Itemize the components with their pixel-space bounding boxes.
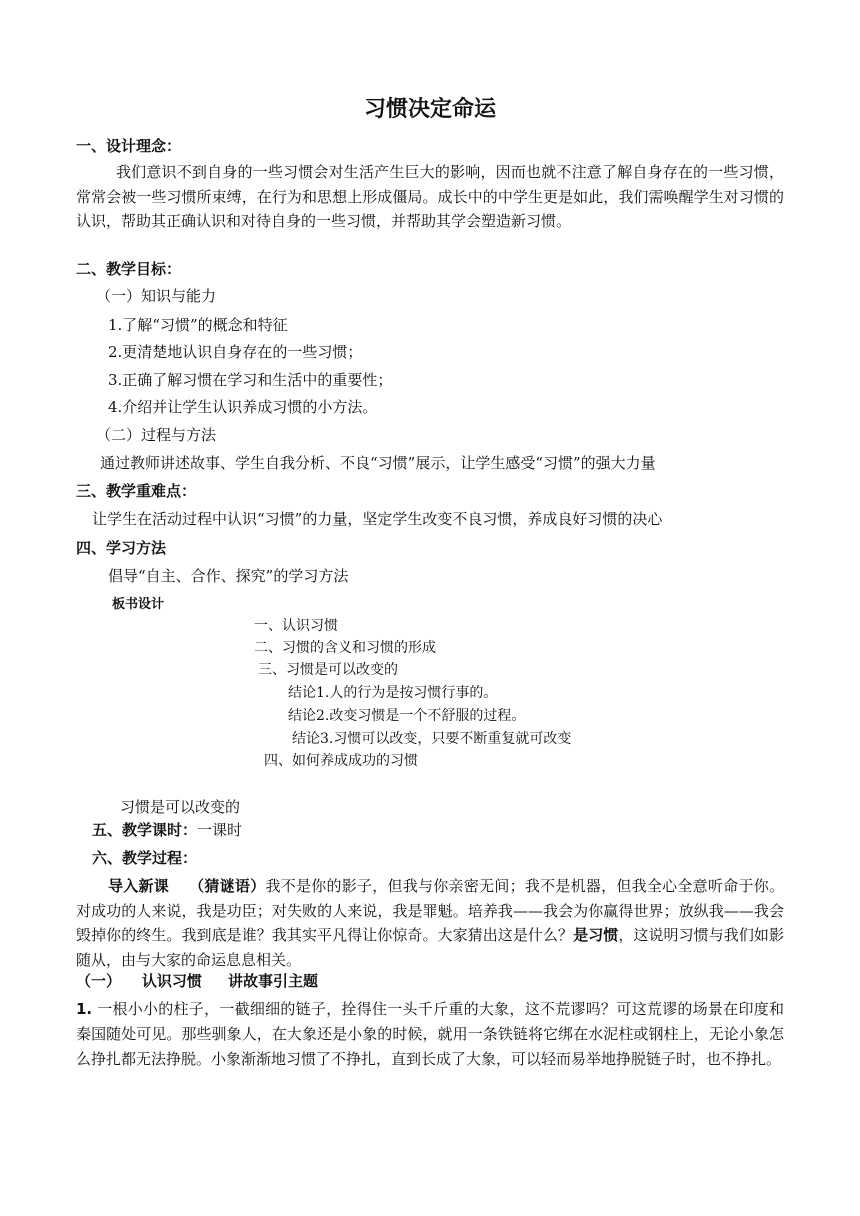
part-1-subtitle: 讲故事引主题 [228,972,319,990]
goal-item-3: 3.正确了解习惯在学习和生活中的重要性； [108,371,393,389]
part-1-number: （一） [76,972,122,990]
story-paragraph [76,997,784,1072]
part-1-name: 认识习惯 [141,972,202,990]
board-footer: 习惯是可以改变的 [120,798,241,816]
section-4-body: 倡导“自主、合作、探究”的学习方法 [108,567,349,585]
intro-text-1: 我不是你的影子，但我与你亲密无间；我不是机器，但我全心全意听命于你。对成功的人来说，我是功臣；对失败的人来说，我是罪魁。培养我——我会为你赢得世界；放纵我——我会毁掉你的终生。我到底是谁？我其实平凡得让你惊奇。大家猜出这是什么？ [76,877,784,944]
board-conclusion-1: 结论1.人的行为是按习惯行事的。 [288,685,498,701]
goal-item-1: 1.了解“习惯”的概念和特征 [108,316,288,334]
section-2-heading: 二、教学目标： [76,260,182,278]
story-number: 1. [76,1000,93,1018]
intro-answer: 是习惯 [573,926,619,944]
document-title: 习惯决定命运 [363,97,496,122]
intro-paragraph [76,874,784,972]
section-4-heading: 四、学习方法 [76,539,167,557]
story-text: 一根小小的柱子，一截细细的链子，拴得住一头千斤重的大象，这不荒谬吗？可这荒谬的场景在印度和秦国随处可见。那些驯象人，在大象还是小象的时候，就用一条铁链将它绑在水泥柱或钢柱上，无论小象怎么挣扎都无法挣脱。小象渐渐地习惯了不挣扎，直到长成了大象，可以轻而易举地挣脱链子时，也不挣扎。 [76,1000,784,1068]
section-5-heading: 五、教学课时： [92,821,198,839]
board-conclusion-3: 结论3.习惯可以改变，只要不断重复就可改变 [292,731,572,747]
intro-tag: （猜谜语） [189,877,266,895]
subsection-process: （二）过程与方法 [96,426,217,444]
intro-lead: 导入新课 [108,877,170,895]
goal-item-4: 4.介绍并让学生认识养成习惯的小方法。 [108,398,378,416]
process-method-text: 通过教师讲述故事、学生自我分析、不良“习惯”展示，让学生感受“习惯”的强大力量 [100,454,656,472]
section-3-heading: 三、教学重难点： [76,482,197,500]
section-3-body: 让学生在活动过程中认识“习惯”的力量，坚定学生改变不良习惯，养成良好习惯的决心 [92,510,663,528]
intro-text-2: ，这说明习惯与我们如影随从，由与大家的命运息息相关。 [76,926,784,969]
goal-item-2: 2.更清楚地认识自身存在的一些习惯； [108,343,363,361]
part-1-heading [76,971,318,991]
board-line-3: 三、习惯是可以改变的 [258,662,398,678]
subsection-knowledge: （一）知识与能力 [96,287,217,305]
board-design-label: 板书设计 [112,597,165,612]
section-5-line [92,820,242,840]
board-line-2: 二、习惯的含义和习惯的形成 [254,640,436,656]
section-6-heading: 六、教学过程： [92,849,198,867]
section-1-body: 我们意识不到自身的一些习惯会对生活产生巨大的影响，因而也就不注意了解自身存在的一些习惯，常常会被一些习惯所束缚，在行为和思想上形成僵局。成长中的中学生更是如此，我们需唤醒学生对习惯的认识，帮助其正确认识和对待自身的一些习惯，并帮助其学会塑造新习惯。 [76,163,784,230]
board-line-4: 四、如何养成成功的习惯 [264,753,418,769]
board-conclusion-2: 结论2.改变习惯是一个不舒服的过程。 [288,708,526,724]
section-1-heading: 一、设计理念： [76,137,182,155]
board-line-1: 一、认识习惯 [254,618,338,634]
section-5-value: 一课时 [197,821,243,839]
